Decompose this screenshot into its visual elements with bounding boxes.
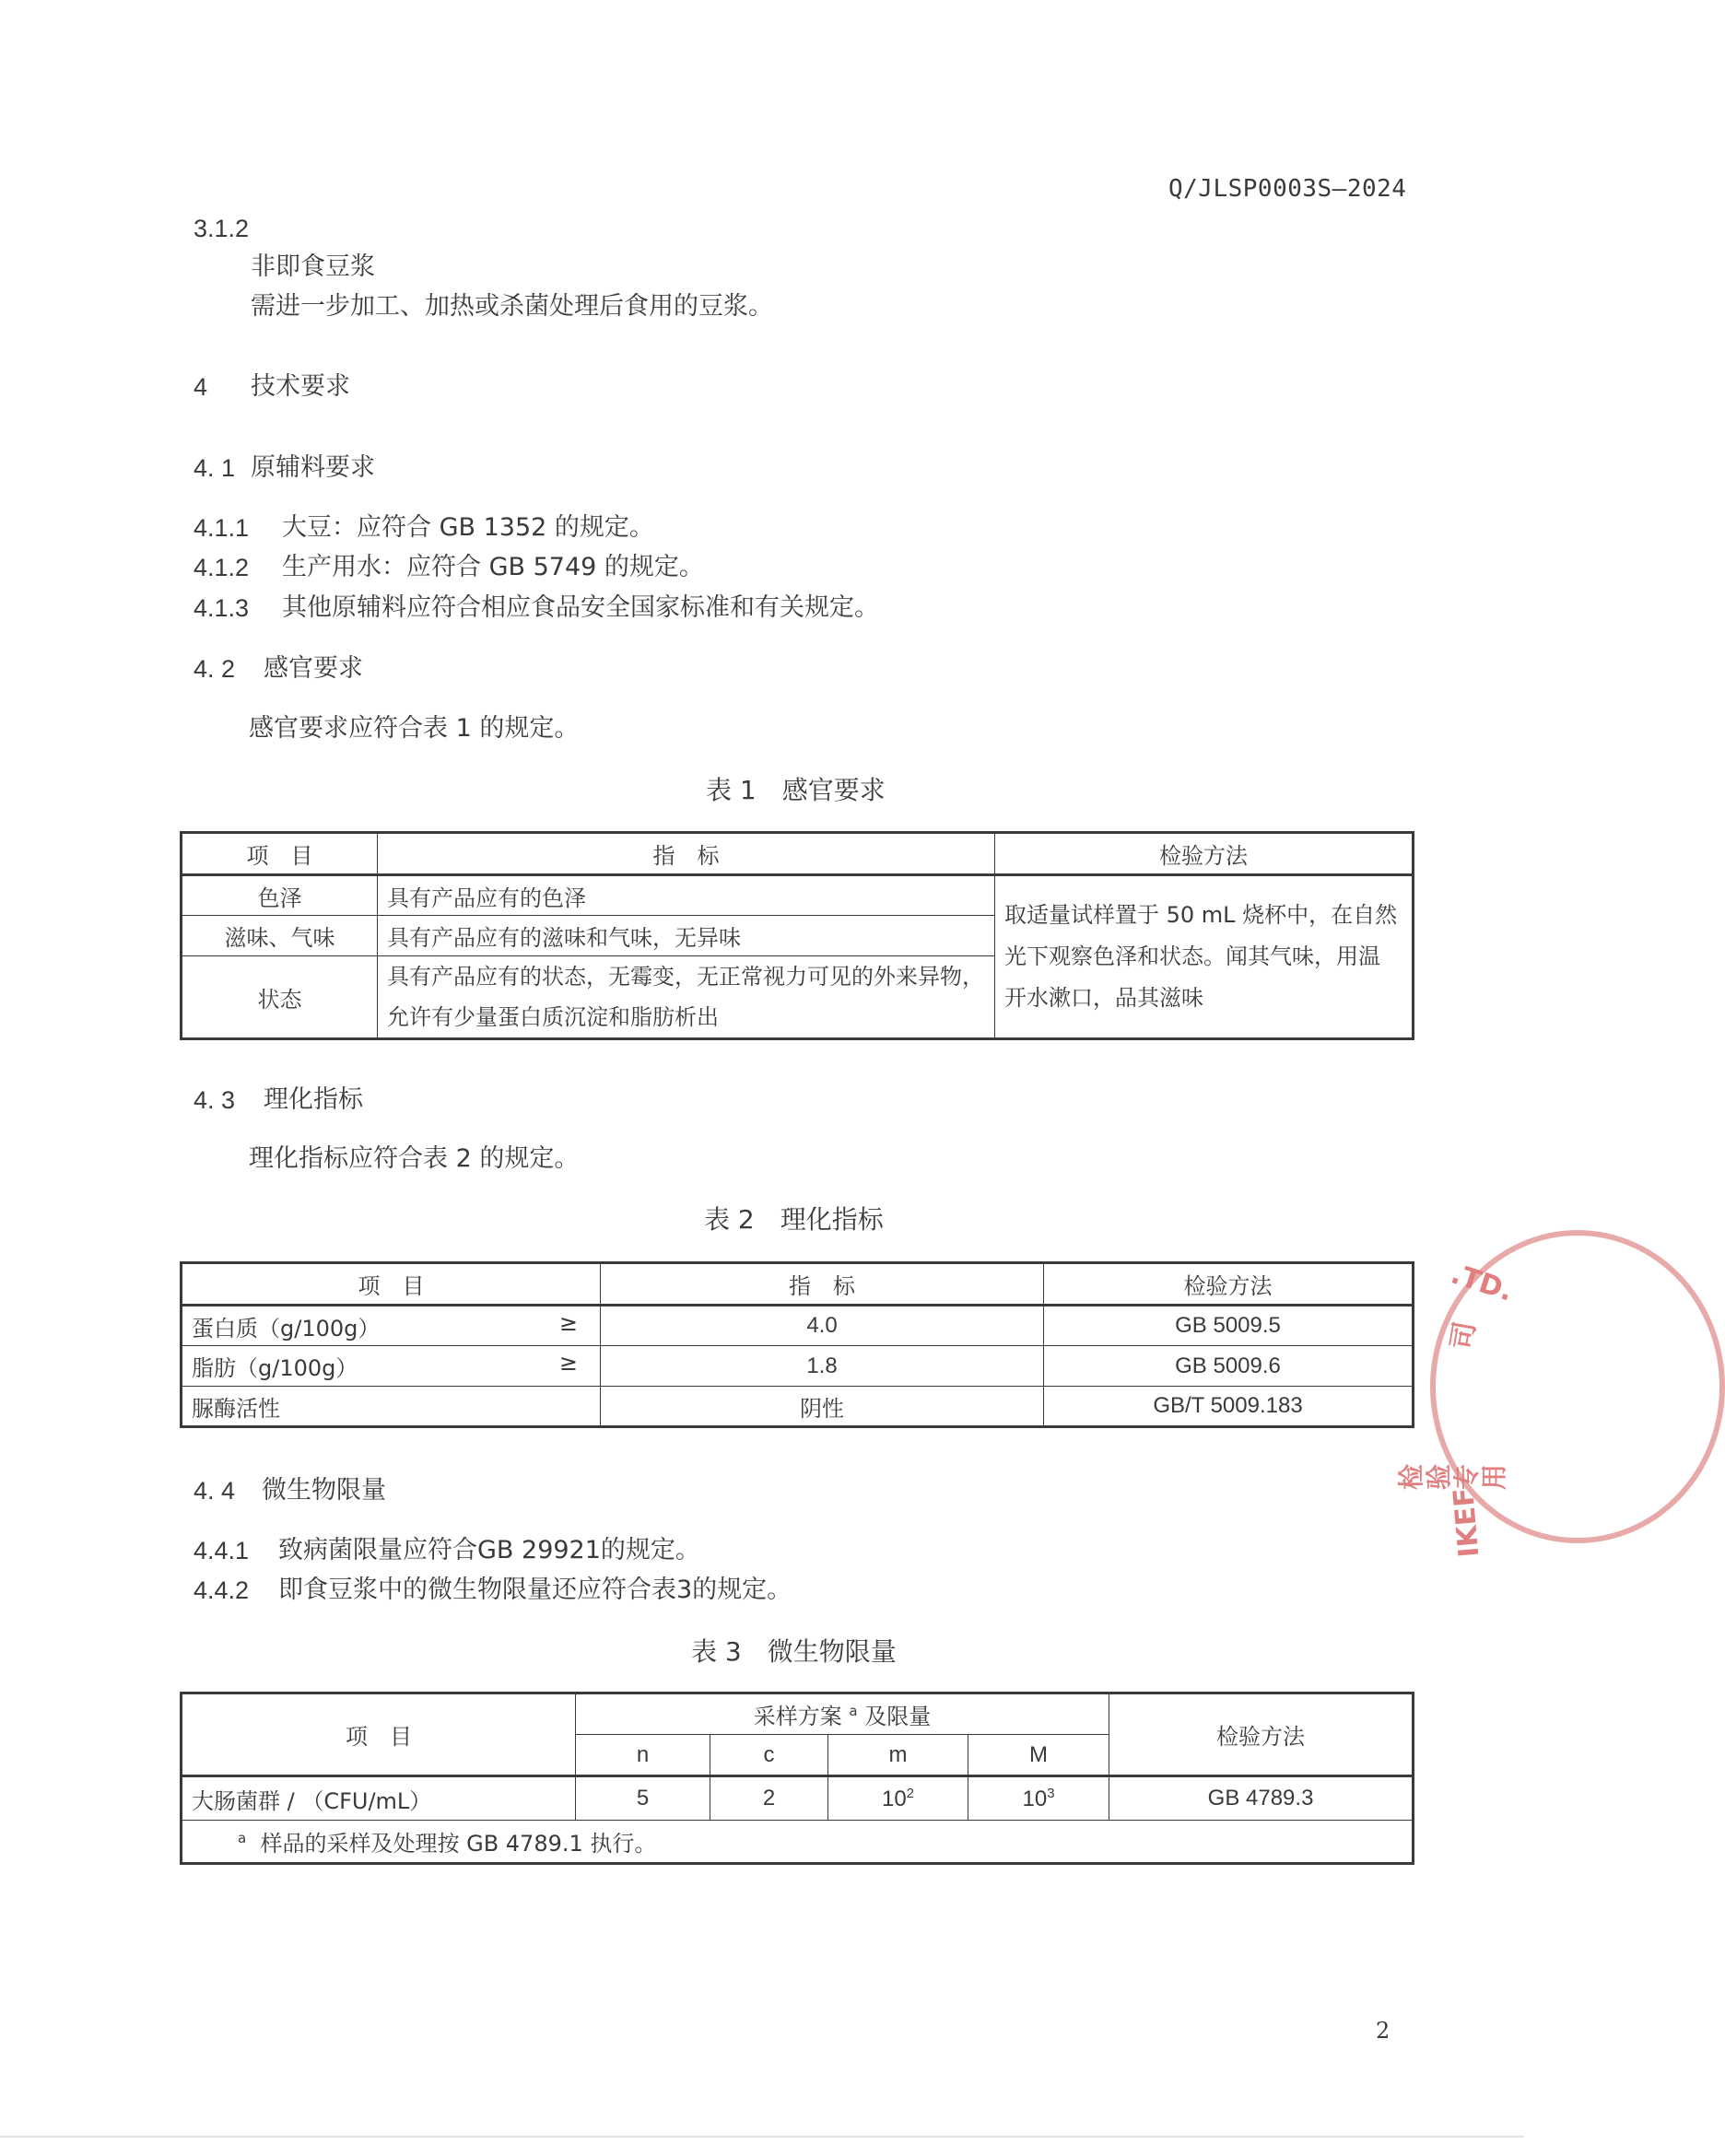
seal-text: .TD. (1447, 1258, 1517, 1308)
table-1 (180, 831, 1414, 1040)
clause-4-1-1-text: 大豆：应符合 GB 1352 的规定。 (282, 513, 654, 542)
table-2-item-label: 蛋白质（g/100g） (192, 1315, 381, 1342)
clause-4-4-1-number: 4.4.1 (194, 1537, 250, 1564)
table-1-caption: 表 1 感官要求 (706, 775, 886, 805)
table-2-header-item: 项 目 (182, 1263, 601, 1306)
table-2-cell-value: 1.8 (601, 1346, 1044, 1387)
table-row (182, 1387, 1414, 1427)
section-3-1-2-title: 非即食豆浆 (251, 252, 375, 281)
clause-4-1-3-number: 4.1.3 (194, 594, 250, 622)
table-1-method-line: 光下观察色泽和状态。闻其气味，用温 (1004, 943, 1380, 969)
table-2-cell-value: 阴性 (601, 1387, 1044, 1427)
table-3-cell-M (968, 1776, 1109, 1821)
table-3-cell-item: 大肠菌群 / （CFU/mL） (182, 1776, 576, 1821)
clause-4-1-2-number: 4.1.2 (194, 554, 250, 581)
clause-4-4-1-text: 致病菌限量应符合GB 29921的规定。 (278, 1536, 700, 1564)
table-2-cell-method: GB 5009.6 (1044, 1346, 1414, 1387)
section-4-3-title: 理化指标 (264, 1085, 363, 1114)
table-3-subheader-M: M (968, 1735, 1109, 1776)
table-3-cell-m (828, 1776, 968, 1821)
table-3-m-base: 10 (881, 1786, 907, 1811)
table-2-cell-item (182, 1306, 601, 1346)
table-3-cell-n: 5 (576, 1776, 710, 1821)
table-1-cell-method (995, 875, 1414, 1039)
table-2 (180, 1261, 1414, 1428)
table-3-M-base: 10 (1022, 1786, 1048, 1811)
table-2-operator: ≥ (558, 1350, 578, 1376)
section-4-title: 技术要求 (251, 372, 350, 401)
table-2-item-label: 脂肪（g/100g） (192, 1355, 358, 1381)
seal-text: IKEF (1447, 1486, 1486, 1559)
section-3-1-2-number: 3.1.2 (194, 215, 250, 242)
section-4-1-number: 4. 1 (194, 454, 236, 482)
table-2-cell-item: 脲酶活性 (182, 1387, 601, 1427)
section-3-1-2-description: 需进一步加工、加热或杀菌处理后食用的豆浆。 (251, 292, 773, 321)
clause-4-1-3-text: 其他原辅料应符合相应食品安全国家标准和有关规定。 (282, 593, 879, 622)
section-4-4-title: 微生物限量 (262, 1476, 386, 1505)
table-1-header-indicator: 指 标 (378, 833, 995, 875)
table-1-header-method: 检验方法 (995, 833, 1414, 875)
section-4-4-number: 4. 4 (194, 1477, 236, 1505)
clause-4-4-2-text: 即食豆浆中的微生物限量还应符合表3的规定。 (278, 1576, 792, 1604)
section-4-3-number: 4. 3 (194, 1086, 236, 1114)
table-3-footnote-text: 样品的采样及处理按 GB 4789.1 执行。 (260, 1831, 657, 1857)
table-1-cell-indicator: 具有产品应有的色泽 (378, 875, 995, 916)
table-3-footnote (182, 1821, 1414, 1864)
table-1-indicator-line: 具有产品应有的状态，无霉变，无正常视力可见的外来异物， (387, 964, 984, 990)
clause-4-1-2-text: 生产用水：应符合 GB 5749 的规定。 (282, 553, 704, 581)
table-row (182, 1306, 1414, 1346)
table-2-cell-method: GB/T 5009.183 (1044, 1387, 1414, 1427)
table-3-cell-c: 2 (710, 1776, 828, 1821)
table-2-cell-method: GB 5009.5 (1044, 1306, 1414, 1346)
table-3-header-sampling (576, 1693, 1109, 1735)
table-row (182, 1776, 1414, 1821)
table-3-header-sampling-label: 采样方案 (753, 1704, 842, 1729)
table-1-cell-item: 状态 (182, 956, 378, 1039)
table-3-header-item: 项 目 (182, 1693, 576, 1776)
clause-4-1-1-number: 4.1.1 (194, 514, 250, 542)
seal-text: 司 (1445, 1318, 1483, 1353)
table-3 (180, 1692, 1414, 1865)
table-1-method-line: 开水漱口，品其滋味 (1004, 985, 1203, 1011)
table-3-subheader-m: m (828, 1735, 968, 1776)
section-4-number: 4 (194, 373, 208, 401)
section-4-3-description: 理化指标应符合表 2 的规定。 (249, 1144, 580, 1173)
footnote-marker: a (238, 1830, 247, 1846)
footnote-marker: a (849, 1703, 858, 1719)
table-3-cell-method: GB 4789.3 (1109, 1776, 1414, 1821)
section-4-2-description: 感官要求应符合表 1 的规定。 (249, 714, 580, 743)
section-4-1-title: 原辅料要求 (251, 453, 375, 482)
table-3-header-sampling-label: 及限量 (864, 1704, 932, 1729)
table-2-caption: 表 2 理化指标 (704, 1204, 884, 1235)
section-4-2-title: 感官要求 (264, 654, 363, 683)
table-1-header-item: 项 目 (182, 833, 378, 875)
seal-text: 检验专用 (1396, 1463, 1509, 1490)
table-row (182, 875, 1414, 916)
section-4-2-number: 4. 2 (194, 655, 236, 683)
clause-4-4-2-number: 4.4.2 (194, 1576, 250, 1604)
table-3-subheader-n: n (576, 1735, 710, 1776)
table-3-m-exponent: 2 (906, 1785, 915, 1801)
table-1-cell-item: 滋味、气味 (182, 916, 378, 956)
table-1-cell-indicator: 具有产品应有的滋味和气味，无异味 (378, 916, 995, 956)
table-1-cell-item: 色泽 (182, 875, 378, 916)
table-2-header-indicator: 指 标 (601, 1263, 1044, 1306)
table-2-operator: ≥ (558, 1309, 578, 1336)
document-code: Q/JLSP0003S—2024 (1168, 175, 1407, 203)
table-3-subheader-c: c (710, 1735, 828, 1776)
table-2-header-method: 检验方法 (1044, 1263, 1414, 1306)
table-1-method-line: 取适量试样置于 50 mL 烧杯中，在自然 (1004, 902, 1398, 928)
table-row (182, 1346, 1414, 1387)
table-1-cell-indicator (378, 956, 995, 1039)
table-3-M-exponent: 3 (1047, 1785, 1055, 1801)
table-1-indicator-line: 允许有少量蛋白质沉淀和脂肪析出 (387, 1004, 719, 1030)
table-3-caption: 表 3 微生物限量 (691, 1636, 897, 1667)
scan-edge-line (0, 2136, 1524, 2138)
table-2-cell-value: 4.0 (601, 1306, 1044, 1346)
table-2-cell-item (182, 1346, 601, 1387)
table-3-header-method: 检验方法 (1109, 1693, 1414, 1776)
page-number: 2 (1376, 2018, 1391, 2044)
company-seal (1396, 1230, 1578, 1566)
